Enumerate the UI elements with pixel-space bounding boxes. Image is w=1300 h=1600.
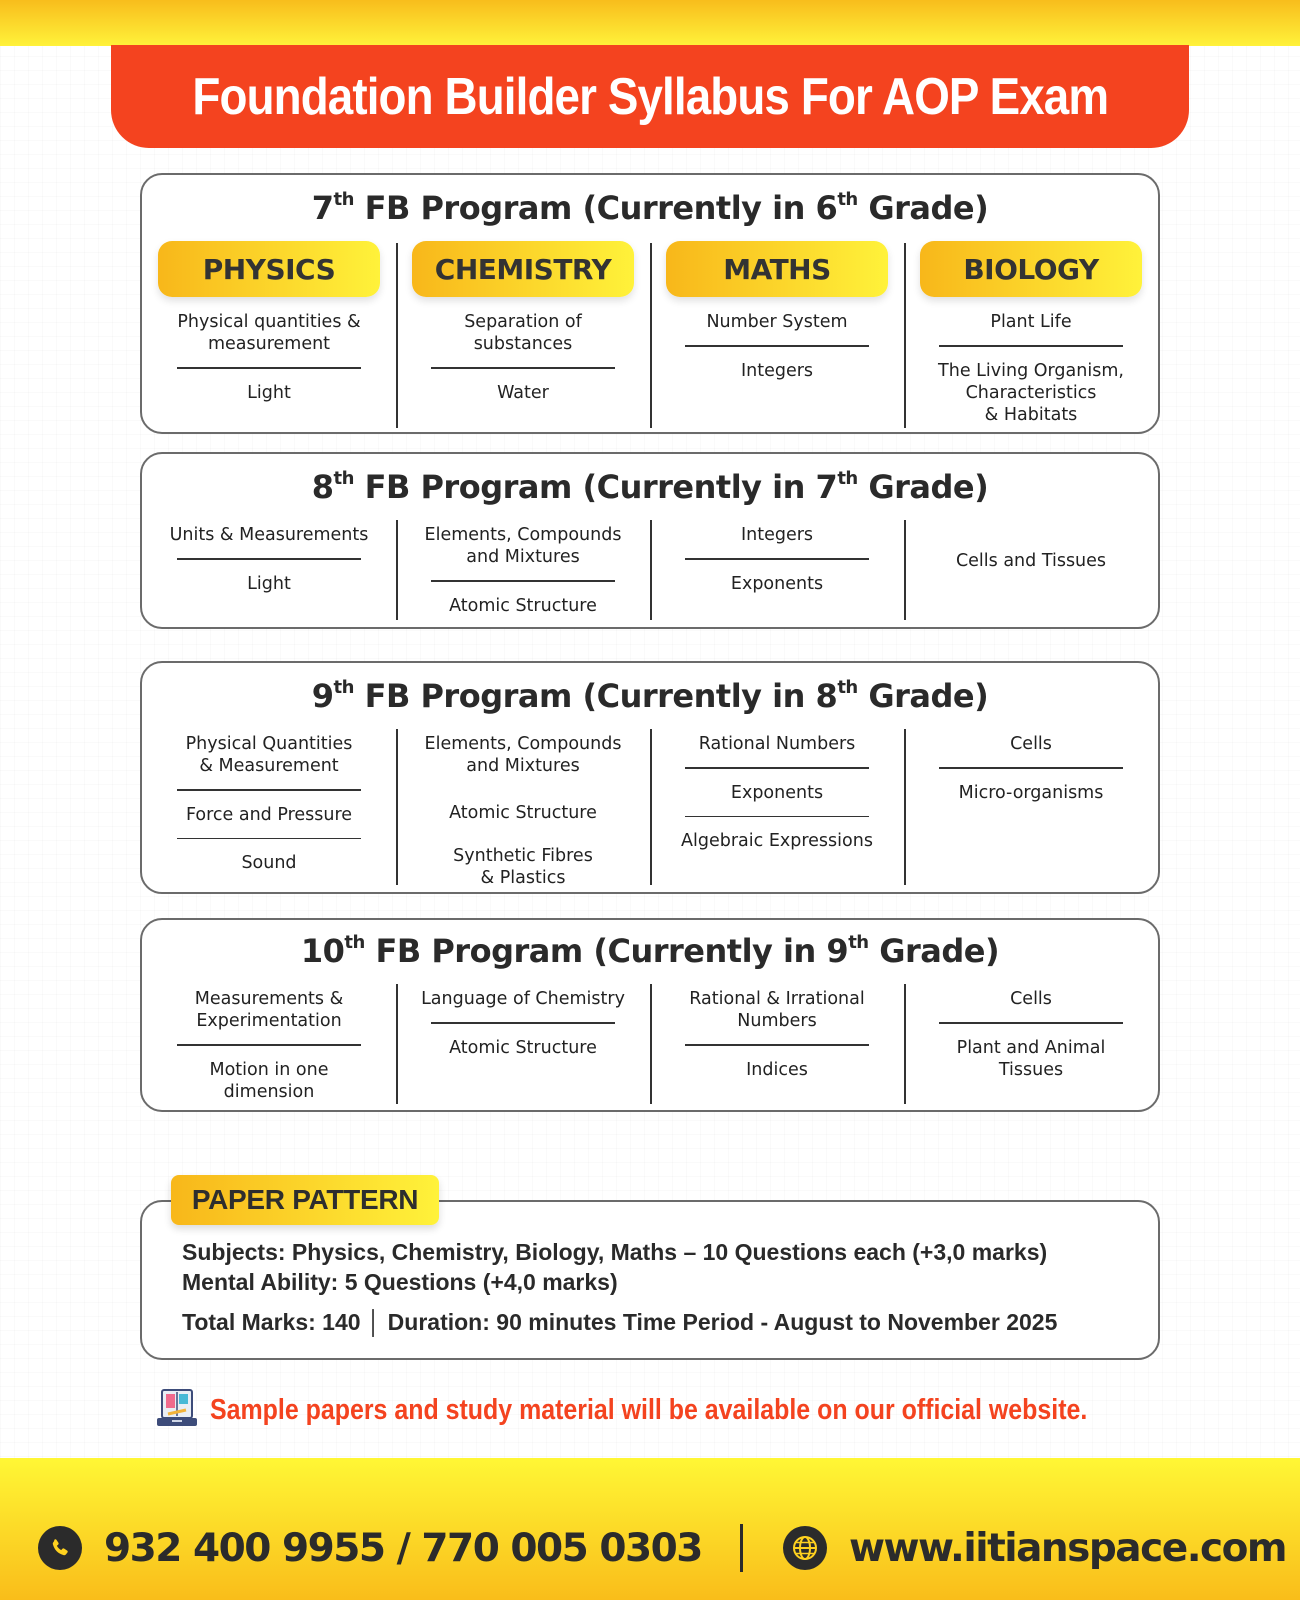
topic: Light bbox=[247, 573, 291, 594]
topic: Cells and Tissues bbox=[955, 551, 1107, 571]
topic: Sound bbox=[241, 853, 297, 873]
footer-contact bbox=[38, 1520, 1286, 1576]
divider bbox=[431, 1022, 615, 1024]
divider bbox=[685, 345, 869, 347]
subject-columns bbox=[142, 520, 1158, 620]
subject-header-physics: PHYSICS bbox=[158, 241, 380, 297]
topic: Rational & Irrational Numbers bbox=[689, 989, 865, 1031]
topic: Cells bbox=[1010, 989, 1052, 1009]
subject-columns bbox=[142, 729, 1158, 888]
program-title: 9th FB Program (Currently in 8th Grade) bbox=[311, 677, 989, 715]
topic: Algebraic Expressions bbox=[681, 831, 873, 851]
subject-header-maths: MATHS bbox=[666, 241, 888, 297]
topic: Motion in one dimension bbox=[209, 1059, 329, 1102]
topic: Integers bbox=[740, 360, 814, 381]
page-title: Foundation Builder Syllabus For AOP Exam bbox=[192, 67, 1108, 126]
column-physics bbox=[142, 243, 396, 428]
column-biology bbox=[904, 984, 1158, 1104]
column-biology bbox=[904, 520, 1158, 620]
globe-icon bbox=[783, 1526, 827, 1570]
book-laptop-icon bbox=[156, 1388, 198, 1433]
column-physics bbox=[142, 729, 396, 885]
topic: Exponents bbox=[730, 782, 824, 803]
topic: Units & Measurements bbox=[169, 525, 369, 545]
program-card-9th bbox=[140, 661, 1160, 894]
column-chemistry bbox=[396, 243, 650, 428]
footer-divider bbox=[740, 1524, 743, 1572]
topic: Plant and Animal Tissues bbox=[956, 1037, 1106, 1080]
topic: Force and Pressure bbox=[185, 804, 353, 825]
column-physics bbox=[142, 520, 396, 620]
subject-header-biology: BIOLOGY bbox=[920, 241, 1142, 297]
program-title: 7th FB Program (Currently in 6th Grade) bbox=[311, 189, 989, 227]
divider bbox=[177, 1044, 361, 1046]
divider bbox=[431, 367, 615, 369]
column-biology bbox=[904, 243, 1158, 428]
column-physics bbox=[142, 984, 396, 1104]
phone-numbers[interactable]: 932 400 9955 / 770 005 0303 bbox=[104, 1525, 702, 1571]
title-banner bbox=[111, 45, 1189, 148]
divider bbox=[685, 816, 869, 818]
column-maths bbox=[650, 984, 904, 1104]
topic: Elements, Compounds and Mixtures bbox=[424, 525, 622, 567]
divider bbox=[177, 789, 361, 791]
subject-columns bbox=[142, 243, 1158, 428]
column-maths bbox=[650, 729, 904, 885]
topic: Cells bbox=[1010, 734, 1052, 754]
subject-header-chemistry: CHEMISTRY bbox=[412, 241, 634, 297]
program-title: 8th FB Program (Currently in 7th Grade) bbox=[311, 468, 989, 506]
column-chemistry bbox=[396, 729, 650, 888]
topic: Language of Chemistry bbox=[421, 989, 625, 1009]
divider bbox=[177, 838, 361, 840]
topic: Water bbox=[497, 382, 549, 403]
column-biology bbox=[904, 729, 1158, 885]
notice-text: Sample papers and study material will be available on our official website. bbox=[210, 1393, 1088, 1426]
topic: Synthetic Fibres & Plastics bbox=[453, 846, 593, 888]
paper-pattern-subjects: Subjects: Physics, Chemistry, Biology, Maths – 10 Questions each (+3,0 marks) bbox=[182, 1239, 1048, 1265]
divider bbox=[939, 345, 1123, 347]
topic: Micro-organisms bbox=[958, 782, 1104, 803]
column-maths bbox=[650, 243, 904, 428]
top-band bbox=[0, 0, 1300, 46]
topic: Atomic Structure bbox=[449, 1037, 597, 1058]
divider bbox=[939, 767, 1123, 769]
topic: Light bbox=[247, 382, 291, 403]
topic: Integers bbox=[740, 525, 814, 545]
column-chemistry bbox=[396, 984, 650, 1104]
topic: Elements, Compounds and Mixtures bbox=[424, 734, 622, 776]
topic: Physical quantities & measurement bbox=[177, 312, 361, 354]
topic: Measurements & Experimentation bbox=[194, 989, 344, 1031]
topic: Indices bbox=[746, 1059, 808, 1080]
program-title: 10th FB Program (Currently in 9th Grade) bbox=[300, 932, 1000, 970]
paper-pattern-totals: Total Marks: 140 │ Duration: 90 minutes Time Period - August to November 2025 bbox=[182, 1309, 1058, 1335]
divider bbox=[177, 558, 361, 560]
subject-columns bbox=[142, 984, 1158, 1104]
topic: Rational Numbers bbox=[698, 734, 856, 754]
program-card-8th bbox=[140, 452, 1160, 629]
column-maths bbox=[650, 520, 904, 620]
topic: Atomic Structure bbox=[449, 803, 597, 823]
topic: The Living Organism, Characteristics & Habitats bbox=[938, 360, 1124, 425]
divider bbox=[685, 1044, 869, 1046]
website-link[interactable]: www.iitianspace.com bbox=[848, 1525, 1287, 1571]
topic: Number System bbox=[706, 312, 848, 332]
divider bbox=[177, 367, 361, 369]
divider bbox=[685, 767, 869, 769]
divider bbox=[685, 558, 869, 560]
notice bbox=[156, 1390, 1230, 1430]
topic: Exponents bbox=[730, 573, 824, 594]
phone-icon bbox=[38, 1526, 82, 1570]
topic: Physical Quantities & Measurement bbox=[185, 734, 353, 776]
divider bbox=[431, 580, 615, 582]
program-card-7th bbox=[140, 173, 1160, 434]
divider bbox=[939, 1022, 1123, 1024]
column-chemistry bbox=[396, 520, 650, 620]
paper-pattern-tag: PAPER PATTERN bbox=[171, 1175, 439, 1225]
topic: Plant Life bbox=[990, 312, 1072, 332]
topic: Atomic Structure bbox=[449, 595, 597, 616]
program-card-10th bbox=[140, 918, 1160, 1112]
topic: Separation of substances bbox=[464, 312, 582, 354]
paper-pattern-mental-ability: Mental Ability: 5 Questions (+4,0 marks) bbox=[182, 1269, 618, 1295]
